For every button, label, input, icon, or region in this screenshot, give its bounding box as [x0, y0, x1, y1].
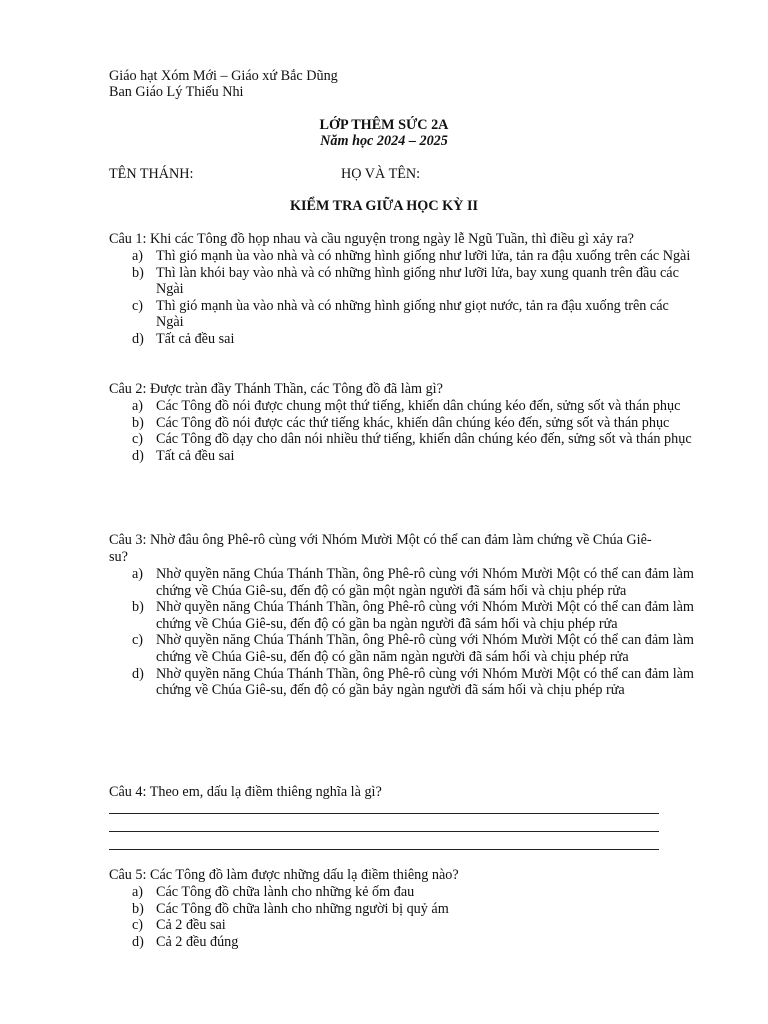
- option-3b[interactable]: [109, 599, 699, 632]
- exam-title: KIỂM TRA GIỮA HỌC KỲ II: [289, 198, 478, 214]
- answer-line-2[interactable]: [109, 831, 659, 832]
- option-label: c): [132, 297, 144, 314]
- option-text: Tất cả đều sai: [156, 447, 235, 464]
- class-title: LỚP THÊM SỨC 2A: [319, 117, 449, 133]
- option-text: Cả 2 đều sai: [156, 917, 226, 934]
- question-1-text: Câu 1: Khi các Tông đồ họp nhau và cầu nguyện trong ngày lễ Ngũ Tuần, thì điều gì xảy ra?: [109, 231, 634, 247]
- option-label: b): [132, 599, 144, 616]
- option-text: Các Tông đồ nói được các thứ tiếng khác, khiến dân chúng kéo đến, sửng sốt và thán phục: [156, 414, 670, 431]
- parish-line: Giáo hạt Xóm Mới – Giáo xứ Bắc Dũng: [109, 68, 338, 84]
- question-1-options: [109, 248, 699, 348]
- question-5-text: Câu 5: Các Tông đồ làm được những dấu lạ điềm thiêng nào?: [109, 867, 459, 883]
- answer-line-1[interactable]: [109, 813, 659, 814]
- option-5a[interactable]: [109, 884, 699, 901]
- option-label: c): [132, 431, 144, 448]
- saint-name-label: TÊN THÁNH:: [109, 166, 194, 182]
- option-3d[interactable]: [109, 666, 699, 699]
- full-name-label: HỌ VÀ TÊN:: [341, 166, 421, 182]
- option-label: d): [132, 447, 144, 464]
- answer-line-3[interactable]: [109, 849, 659, 850]
- option-label: d): [132, 330, 144, 347]
- option-2a[interactable]: [109, 398, 699, 415]
- question-3-text: Câu 3: Nhờ đâu ông Phê-rô cùng với Nhóm Mười Một có thể can đảm làm chứng về Chúa Giê-su?: [109, 532, 652, 565]
- catechism-board-line: Ban Giáo Lý Thiếu Nhi: [109, 84, 244, 100]
- school-year: Năm học 2024 – 2025: [320, 133, 448, 149]
- option-label: a): [132, 884, 144, 900]
- option-1d[interactable]: [109, 331, 699, 348]
- option-text: Nhờ quyền năng Chúa Thánh Thần, ông Phê-rô cùng với Nhóm Mười Một có thể can đảm làm chứng về Chúa Giê-su, đến độ có gần bảy ngàn người đã sám hối và chịu phép rửa: [156, 665, 694, 699]
- question-2-options: [109, 398, 699, 464]
- option-text: Các Tông đồ nói được chung một thứ tiếng, khiến dân chúng kéo đến, sửng sốt và thán phục: [156, 398, 681, 414]
- option-text: Nhờ quyền năng Chúa Thánh Thần, ông Phê-rô cùng với Nhóm Mười Một có thể can đảm làm chứng về Chúa Giê-su, đến độ có gần năm ngàn người đã sám hối và chịu phép rửa: [156, 632, 694, 665]
- option-2b[interactable]: [109, 415, 699, 432]
- option-text: Thì làn khói bay vào nhà và có những hình giống như lưỡi lửa, bay xung quanh trên đầu các Ngài: [156, 264, 679, 298]
- option-5c[interactable]: [109, 917, 699, 934]
- option-text: Thì gió mạnh ùa vào nhà và có những hình giống như giọt nước, tản ra đậu xuống trên các Ngài: [156, 297, 669, 331]
- option-5b[interactable]: [109, 901, 699, 918]
- option-text: Các Tông đồ chữa lành cho những người bị quỷ ám: [156, 900, 449, 917]
- question-2-text: Câu 2: Được tràn đầy Thánh Thần, các Tông đồ đã làm gì?: [109, 381, 443, 397]
- option-label: d): [132, 933, 144, 950]
- option-3a[interactable]: [109, 566, 699, 599]
- option-text: Các Tông đồ chữa lành cho những kẻ ốm đau: [156, 884, 415, 900]
- option-text: Các Tông đồ dạy cho dân nói nhiều thứ tiếng, khiến dân chúng kéo đến, sửng sốt và thán phục: [156, 431, 692, 448]
- option-label: b): [132, 264, 144, 281]
- option-text: Thì gió mạnh ùa vào nhà và có những hình giống như lưỡi lửa, tản ra đậu xuống trên các Ngài: [156, 248, 691, 264]
- question-5-options: [109, 884, 699, 950]
- option-3c[interactable]: [109, 632, 699, 665]
- option-1c[interactable]: [109, 298, 699, 331]
- option-label: c): [132, 917, 144, 934]
- option-text: Cả 2 đều đúng: [156, 933, 239, 950]
- option-label: b): [132, 414, 144, 431]
- option-5d[interactable]: [109, 934, 699, 951]
- option-text: Nhờ quyền năng Chúa Thánh Thần, ông Phê-rô cùng với Nhóm Mười Một có thể can đảm làm chứng về Chúa Giê-su, đến độ có gần một ngàn người đã sám hối và chịu phép rửa: [156, 566, 694, 599]
- option-label: c): [132, 632, 144, 649]
- option-label: a): [132, 398, 144, 414]
- question-3-options: [109, 566, 699, 699]
- option-2d[interactable]: [109, 448, 699, 465]
- option-2c[interactable]: [109, 431, 699, 448]
- option-label: a): [132, 566, 144, 582]
- option-1a[interactable]: [109, 248, 699, 265]
- option-text: Tất cả đều sai: [156, 330, 235, 347]
- option-1b[interactable]: [109, 265, 699, 298]
- question-4-text: Câu 4: Theo em, dấu lạ điềm thiêng nghĩa là gì?: [109, 784, 382, 800]
- option-label: b): [132, 900, 144, 917]
- option-text: Nhờ quyền năng Chúa Thánh Thần, ông Phê-rô cùng với Nhóm Mười Một có thể can đảm làm chứng về Chúa Giê-su, đến độ có gần ba ngàn người đã sám hối và chịu phép rửa: [156, 599, 694, 632]
- option-label: a): [132, 248, 144, 264]
- option-label: d): [132, 665, 144, 682]
